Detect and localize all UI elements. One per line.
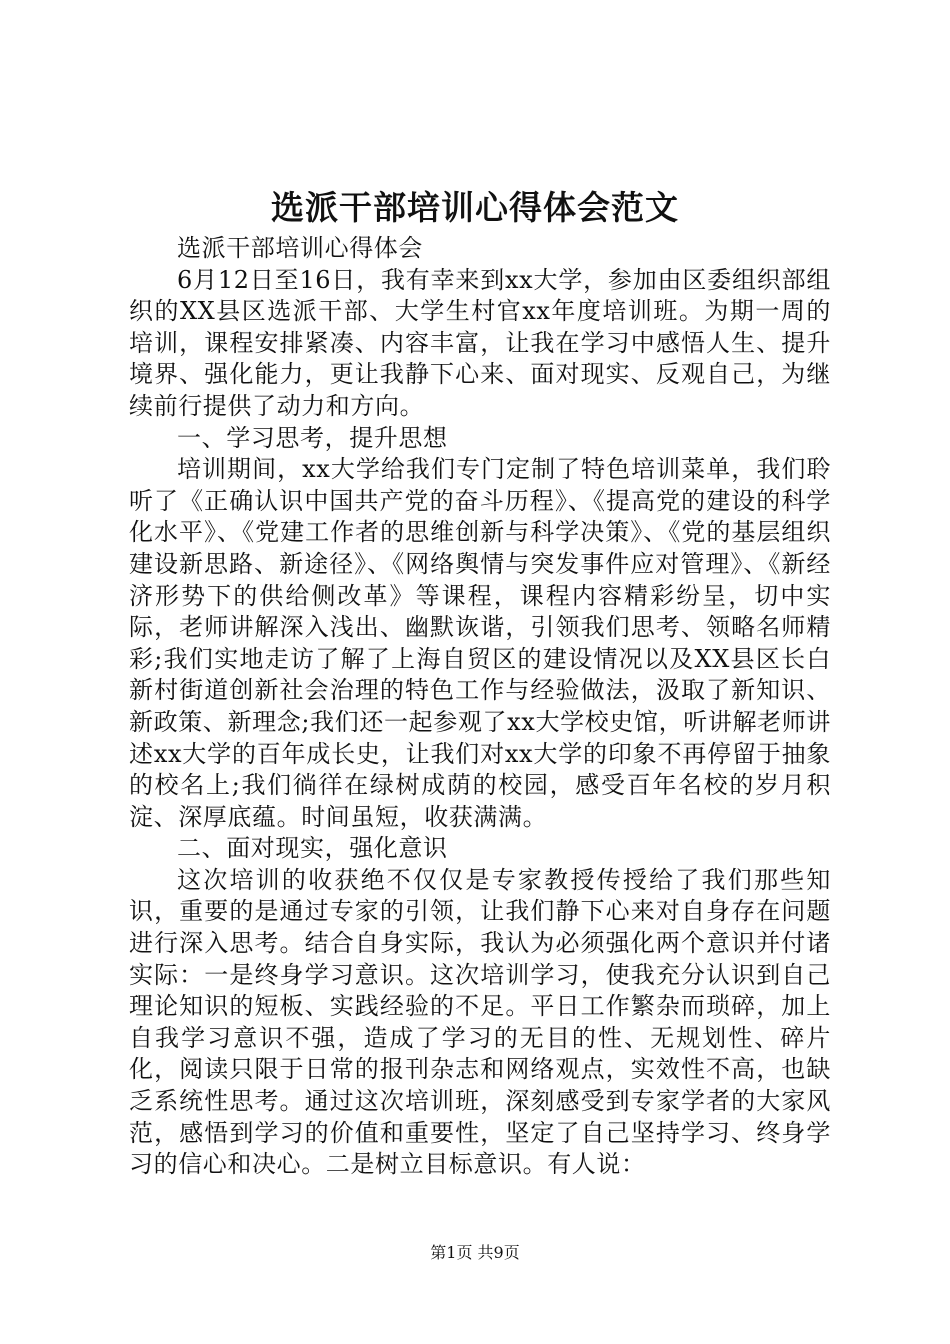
section-2-paragraph: 这次培训的收获绝不仅仅是专家教授传授给了我们那些知识，重要的是通过专家的引领，让我们静下心来对自身存在问题进行深入思考。结合自身实际，我认为必须强化两个意识并付诸实际：一是终身学习意识。这次培训学习，使我充分认识到自己理论知识的短板、实践经验的不足。平日工作繁杂而琐碎，加上自我学习意识不强，造成了学习的无目的性、无规划性、碎片化，阅读只限于日常的报刊杂志和网络观点，实效性不高，也缺乏系统性思考。通过这次培训班，深刻感受到专家学者的大家风范，感悟到学习的价值和重要性，坚定了自己坚持学习、终身学习的信心和决心。二是树立目标意识。有人说： [129,865,831,1179]
section-1-paragraph: 培训期间，xx大学给我们专门定制了特色培训菜单，我们聆听了《正确认识中国共产党的奋斗历程》、《提高党的建设的科学化水平》、《党建工作者的思维创新与科学决策》、《党的基层组织建设新思路、新途径》、《网络舆情与突发事件应对管理》、《新经济形势下的供给侧改革》等课程，课程内容精彩纷呈，切中实际，老师讲解深入浅出、幽默诙谐，引领我们思考、领略名师精彩;我们实地走访了解了上海自贸区的建设情况以及XX县区长白新村街道创新社会治理的特色工作与经验做法，汲取了新知识、新政策、新理念;我们还一起参观了xx大学校史馆，听讲解老师讲述xx大学的百年成长史，让我们对xx大学的印象不再停留于抽象的校名上;我们徜徉在绿树成荫的校园，感受百年名校的岁月积淀、深厚底蕴。时间虽短，收获满满。 [129,455,831,831]
page-number-footer: 第1页 共9页 [430,1243,520,1262]
section-heading-2: 二、面对现实，强化意识 [177,834,448,863]
document-title: 选派干部培训心得体会范文 [271,188,679,227]
document-body [129,233,831,1181]
section-heading-1: 一、学习思考，提升思想 [177,423,448,452]
subtitle-paragraph: 选派干部培训心得体会 [177,234,423,262]
intro-paragraph: 6月12日至16日，我有幸来到xx大学，参加由区委组织部组织的XX县区选派干部、大学生村官xx年度培训班。为期一周的培训，课程安排紧凑、内容丰富，让我在学习中感悟人生、提升境界、强化能力，更让我静下心来、面对现实、反观自己，为继续前行提供了动力和方向。 [129,265,831,420]
